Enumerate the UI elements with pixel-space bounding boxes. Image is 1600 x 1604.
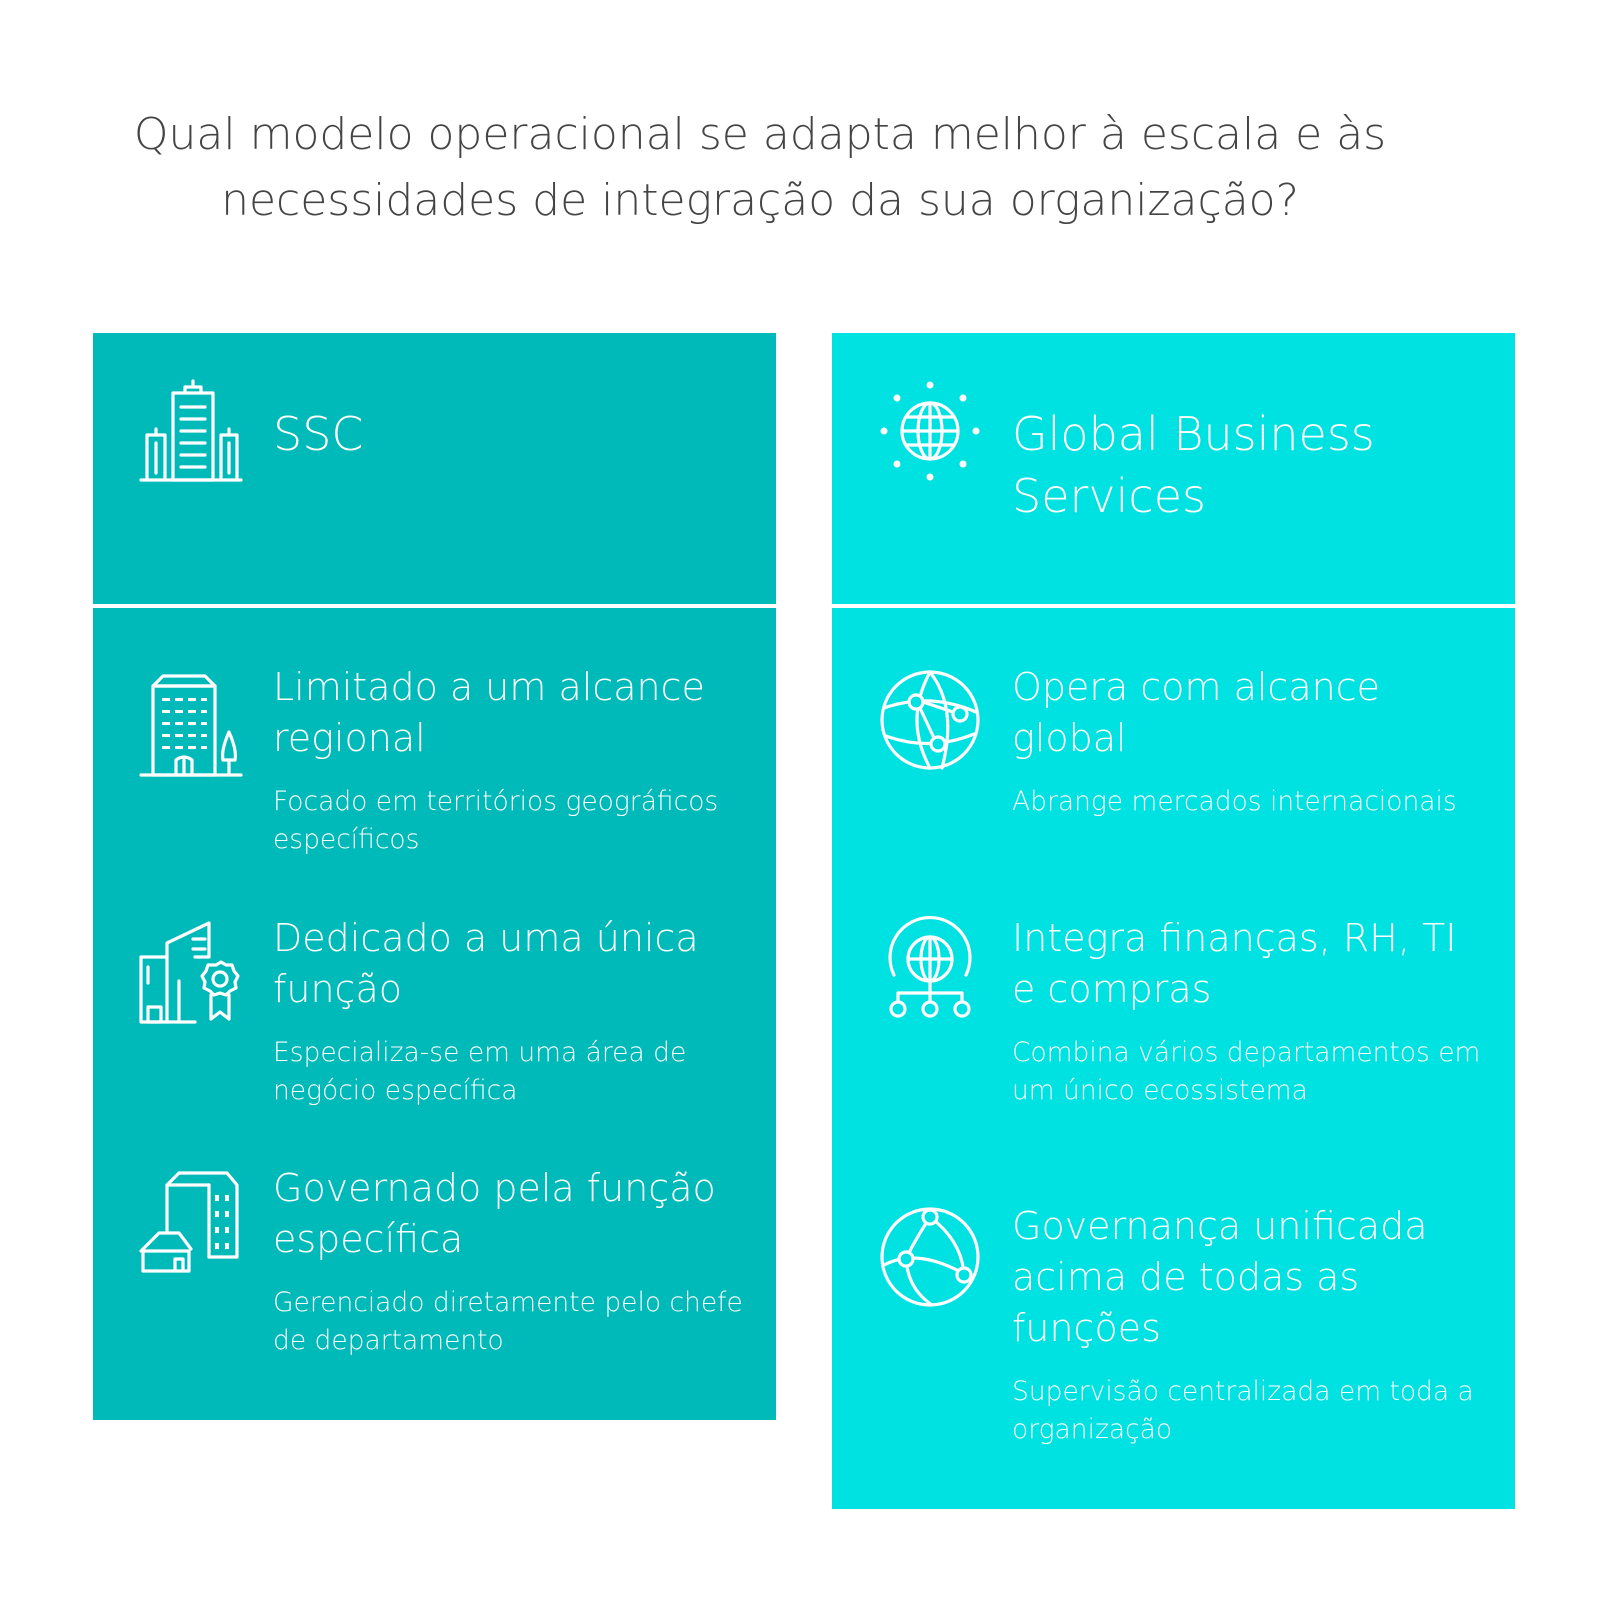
page-title-line-1: Qual modelo operacional se adapta melhor à escala e às bbox=[133, 109, 1387, 160]
ssc-item-regional-desc: Focado em territórios geográficos específicos bbox=[273, 786, 719, 855]
page-title-line-2: necessidades de integração da sua organização? bbox=[221, 175, 1299, 226]
gbs-item-integrates-title: Integra finanças, RH, TI e compras bbox=[1012, 916, 1457, 1011]
office-building-icon bbox=[139, 674, 243, 778]
building-award-icon bbox=[139, 921, 243, 1025]
ssc-item-governed-desc: Gerenciado diretamente pelo chefe de departamento bbox=[273, 1287, 743, 1356]
ssc-item-regional-title: Limitado a um alcance regional bbox=[273, 665, 705, 760]
skyscraper-icon bbox=[139, 379, 243, 483]
ssc-header bbox=[93, 333, 776, 604]
ssc-body bbox=[93, 608, 776, 1420]
gbs-body bbox=[832, 608, 1515, 1509]
ssc-item-single-function-desc: Especializa-se em uma área de negócio específica bbox=[273, 1037, 687, 1106]
gbs-item-global-reach-title: Opera com alcance global bbox=[1012, 665, 1381, 760]
gbs-title: Global Business Services bbox=[1012, 407, 1375, 523]
globe-sparkle-icon bbox=[878, 379, 982, 483]
gbs-item-unified-governance-title: Governança unificada acima de todas as funções bbox=[1012, 1204, 1428, 1350]
globe-hierarchy-icon bbox=[878, 917, 982, 1021]
gbs-item-integrates-desc: Combina vários departamentos em um único ecossistema bbox=[1012, 1037, 1481, 1106]
gbs-item-global-reach-desc: Abrange mercados internacionais bbox=[1012, 786, 1457, 817]
buildings-house-icon bbox=[139, 1171, 243, 1275]
page-title bbox=[0, 102, 1520, 234]
ssc-item-governed-title: Governado pela função específica bbox=[273, 1166, 716, 1261]
gbs-column bbox=[832, 333, 1515, 1509]
ssc-item-single-function-title: Dedicado a uma única função bbox=[273, 916, 699, 1011]
ssc-column bbox=[93, 333, 776, 1420]
globe-nodes-icon bbox=[878, 1205, 982, 1309]
gbs-header bbox=[832, 333, 1515, 604]
gbs-item-unified-governance-desc: Supervisão centralizada em toda a organização bbox=[1012, 1376, 1474, 1445]
globe-network-icon bbox=[878, 668, 982, 772]
ssc-title: SSC bbox=[273, 407, 364, 461]
